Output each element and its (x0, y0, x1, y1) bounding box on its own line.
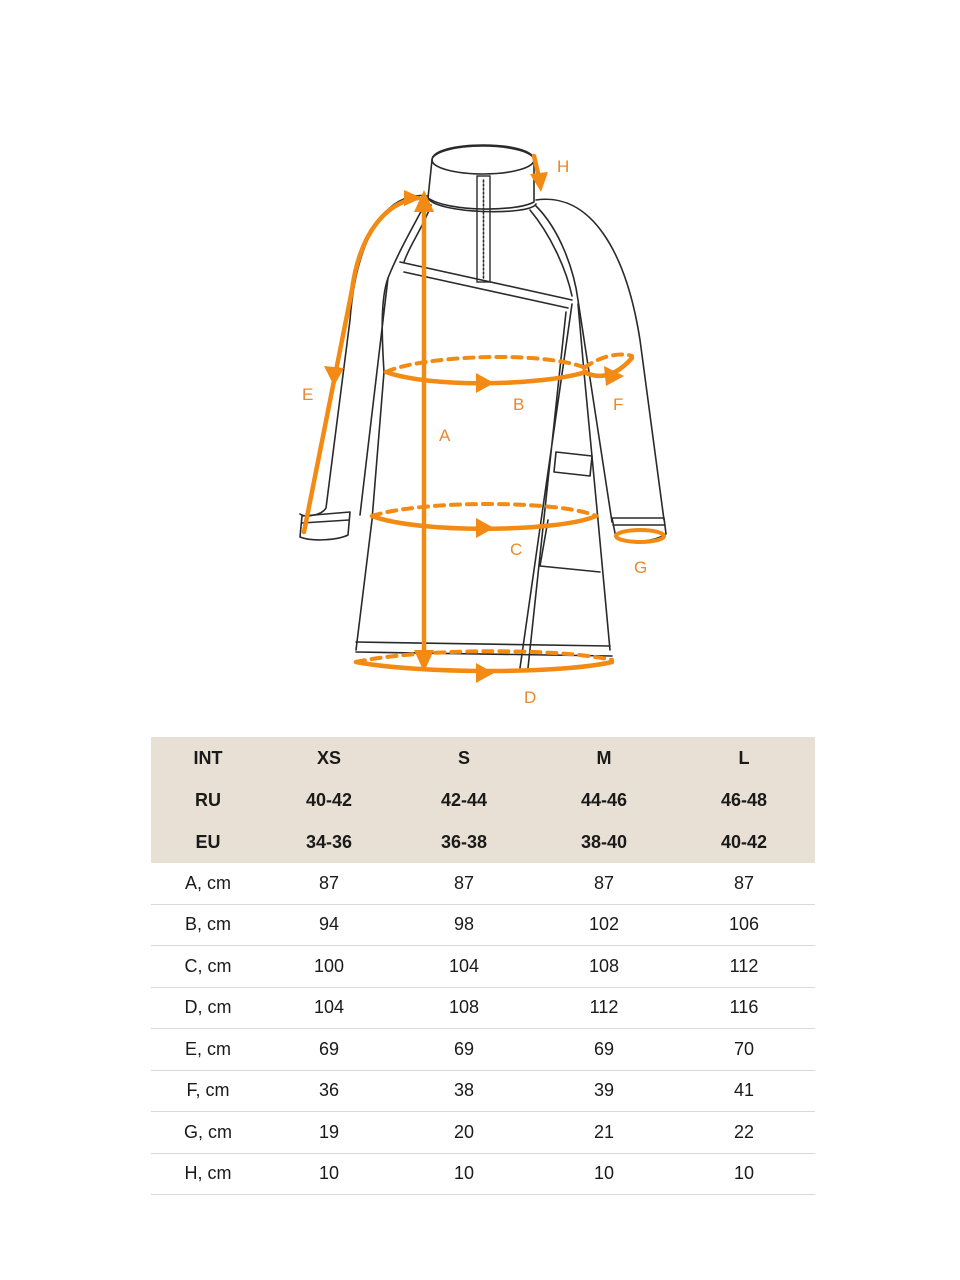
row-label: G, cm (151, 1112, 265, 1154)
table-cell: 100 (265, 946, 393, 988)
header-cell: RU (151, 779, 265, 821)
table-cell: 70 (673, 1029, 815, 1071)
table-row (151, 1029, 815, 1071)
table-row (151, 1153, 815, 1195)
table-row (151, 863, 815, 904)
table-cell: 87 (393, 863, 535, 904)
header-cell: INT (151, 737, 265, 779)
table-cell: 108 (535, 946, 673, 988)
table-cell: 69 (393, 1029, 535, 1071)
label-h: H (557, 157, 570, 176)
label-e: E (302, 385, 314, 404)
header-cell: 40-42 (673, 821, 815, 863)
table-cell: 69 (265, 1029, 393, 1071)
table-row (151, 1070, 815, 1112)
table-cell: 10 (673, 1153, 815, 1195)
table-cell: 38 (393, 1070, 535, 1112)
table-cell: 87 (535, 863, 673, 904)
row-label: F, cm (151, 1070, 265, 1112)
table-cell: 10 (265, 1153, 393, 1195)
header-cell: L (673, 737, 815, 779)
collar-top (432, 146, 534, 174)
measure-c-dash (372, 504, 596, 516)
table-cell: 10 (393, 1153, 535, 1195)
row-label: B, cm (151, 904, 265, 946)
header-row-ru (151, 779, 815, 821)
table-cell: 98 (393, 904, 535, 946)
measure-b-arrow (476, 373, 494, 393)
collar (428, 145, 534, 209)
table-cell: 10 (535, 1153, 673, 1195)
body-left-side (356, 278, 388, 650)
measurement-lines (304, 156, 664, 683)
table-cell: 104 (265, 987, 393, 1029)
header-row-int (151, 737, 815, 779)
header-cell: 44-46 (535, 779, 673, 821)
table-cell: 20 (393, 1112, 535, 1154)
table-cell: 36 (265, 1070, 393, 1112)
measurement-labels (302, 157, 647, 707)
row-label: A, cm (151, 863, 265, 904)
header-cell: 38-40 (535, 821, 673, 863)
row-label: C, cm (151, 946, 265, 988)
label-g: G (634, 558, 648, 577)
table-row (151, 946, 815, 988)
measure-h-arrow (530, 172, 548, 192)
header-row-eu (151, 821, 815, 863)
row-label: H, cm (151, 1153, 265, 1195)
table-cell: 106 (673, 904, 815, 946)
table-cell: 39 (535, 1070, 673, 1112)
table-row (151, 987, 815, 1029)
table-cell: 104 (393, 946, 535, 988)
label-c: C (510, 540, 523, 559)
header-cell: EU (151, 821, 265, 863)
header-cell: S (393, 737, 535, 779)
measure-g-line (616, 530, 664, 542)
dress-outline (300, 145, 666, 668)
table-cell: 108 (393, 987, 535, 1029)
table-cell: 116 (673, 987, 815, 1029)
table-cell: 112 (535, 987, 673, 1029)
label-a: A (439, 426, 451, 445)
measure-b-dash (386, 357, 586, 372)
measure-e-arrow (324, 366, 344, 386)
table-row (151, 904, 815, 946)
measure-d-arrow (476, 663, 494, 683)
table-cell: 41 (673, 1070, 815, 1112)
header-cell: 42-44 (393, 779, 535, 821)
size-chart-body (151, 737, 815, 1195)
header-cell: M (535, 737, 673, 779)
label-b: B (513, 395, 525, 414)
table-cell: 94 (265, 904, 393, 946)
table-cell: 112 (673, 946, 815, 988)
label-f: F (613, 395, 624, 414)
row-label: E, cm (151, 1029, 265, 1071)
table-cell: 87 (673, 863, 815, 904)
table-cell: 22 (673, 1112, 815, 1154)
table-cell: 102 (535, 904, 673, 946)
table-cell: 69 (535, 1029, 673, 1071)
measure-c-arrow (476, 518, 494, 538)
header-cell: 40-42 (265, 779, 393, 821)
table-row (151, 1112, 815, 1154)
header-cell: 36-38 (393, 821, 535, 863)
table-cell: 21 (535, 1112, 673, 1154)
size-chart-table (151, 737, 815, 1195)
table-cell: 87 (265, 863, 393, 904)
row-label: D, cm (151, 987, 265, 1029)
header-cell: 34-36 (265, 821, 393, 863)
header-cell: 46-48 (673, 779, 815, 821)
header-cell: XS (265, 737, 393, 779)
label-d: D (524, 688, 537, 707)
table-cell: 19 (265, 1112, 393, 1154)
